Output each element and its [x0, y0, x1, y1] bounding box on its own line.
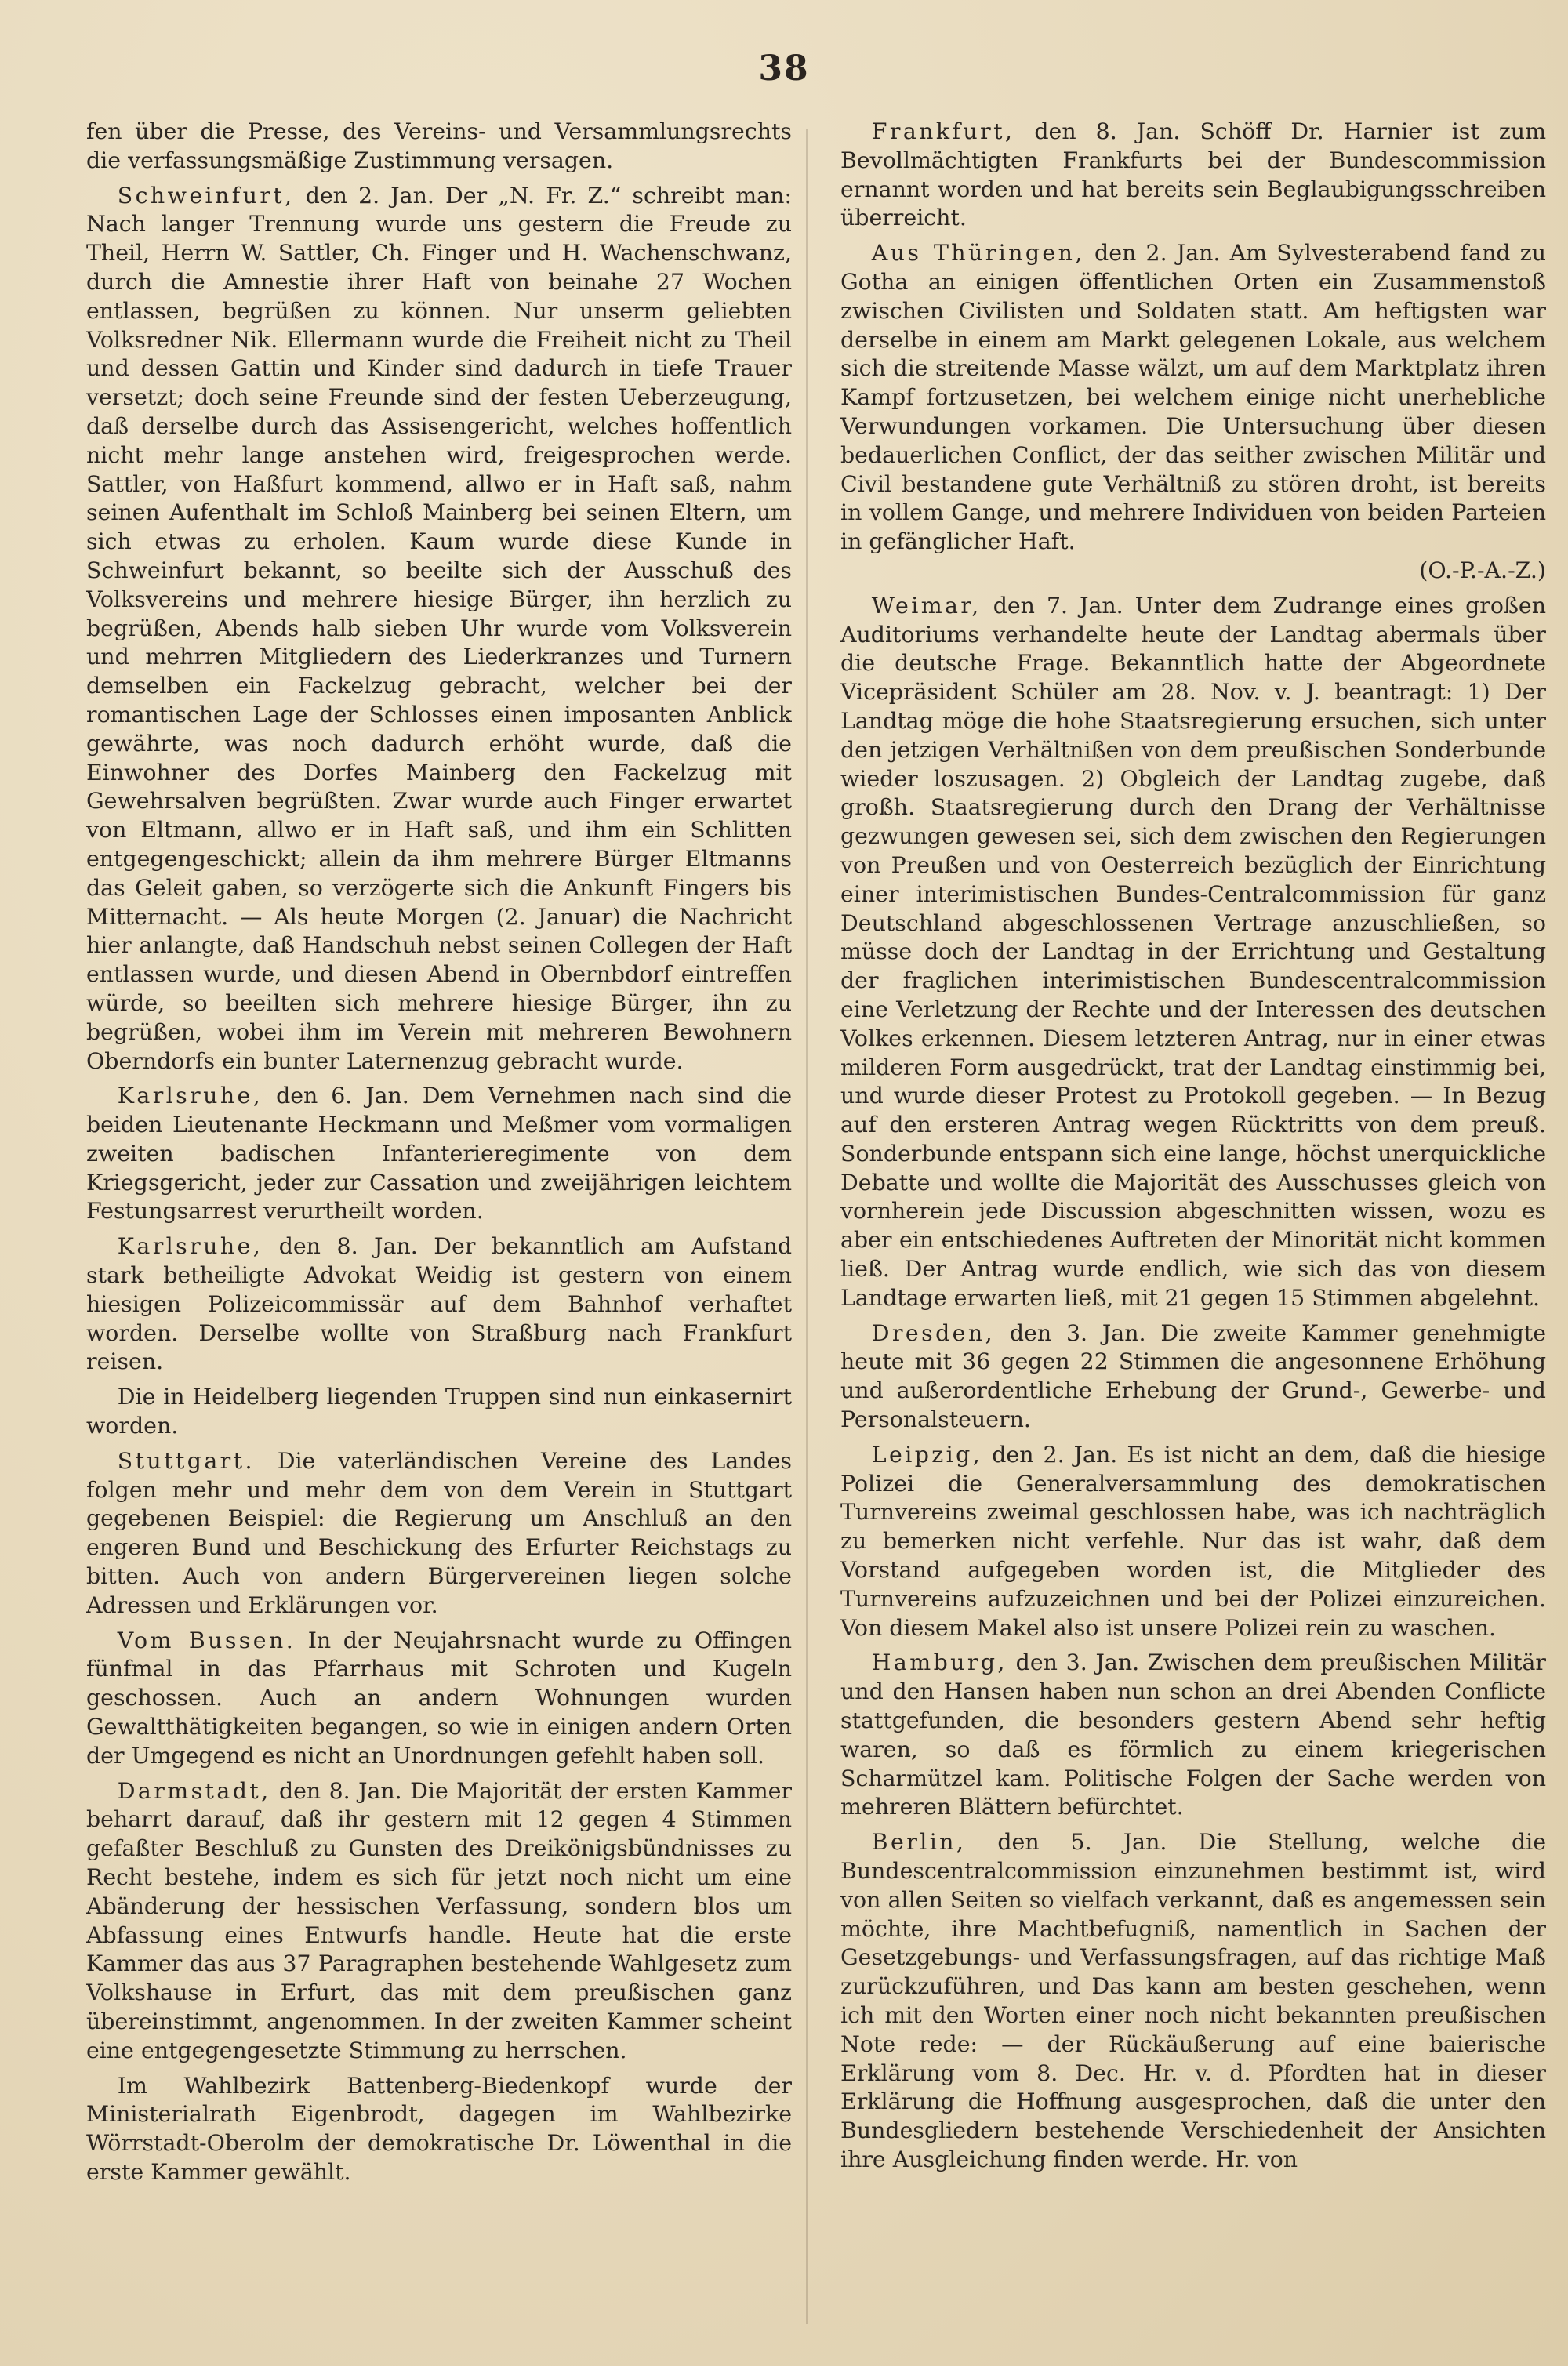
article-7 — [86, 1777, 792, 2066]
article-dateline: Frankfurt, — [871, 118, 1015, 144]
article-text: den 6. Jan. Dem Vernehmen nach sind die beiden Lieutenante Heckmann und Meßmer vom vormaligen zweiten badischen Infanterieregimente von dem Kriegsgericht, jeder zur Cassation und zweijährigen leichtem Festungsarrest verurtheilt worden. — [86, 1083, 792, 1225]
left-column — [86, 118, 792, 2344]
article-2 — [86, 1082, 792, 1226]
article-9 — [840, 118, 1546, 233]
article-text: den 3. Jan. Die zweite Kammer genehmigte heute mit 36 gegen 22 Stimmen die angesonnene Erhöhung und außerordentliche Erhebung der Grund-, Gewerbe- und Personalsteuern. — [840, 1319, 1546, 1433]
source-signature: (O.-P.-A.-Z.) — [1419, 557, 1546, 583]
article-10 — [840, 239, 1546, 586]
article-12 — [840, 1319, 1546, 1435]
article-dateline: Leipzig, — [871, 1441, 983, 1468]
article-dateline: Schweinfurt, — [117, 182, 295, 209]
article-text: den 7. Jan. Unter dem Zudrange eines großen Auditoriums verhandelte heute der Landtag abermals über die deutsche Frage. Bekanntlich hatte der Abgeordnete Vicepräsident Schüler am 28. Nov. v. J. beantragt: 1) Der Landtag möge die hohe Staatsregierung ersuchen, sich unter den jetzigen Verhältnißen von dem preußischen Sonderbunde wieder loszusagen. 2) Obgleich der Landtag zugebe, daß großh. Staatsregierung durch den Drang der Verhältnisse gezwungen gewesen sei, sich dem zwischen den Regierungen von Preußen und von Oesterreich bezüglich der Einrichtung einer interimistischen Bundes-Centralcommission für ganz Deutschland abgeschlossenen Vertrage anzuschließen, so müsse doch der Landtag in der Errichtung und Gestaltung der fraglichen interimistischen Bundescentralcommission eine Verletzung der Rechte und der Interessen des deutschen Volkes erkennen. Diesem letzteren Antrag, nur in einer etwas milderen Form ausgedrückt, trat der Landtag einstimmig bei, und wurde dieser Protest zu Protokoll gegeben. — In Bezug auf den ersteren Antrag wegen Rücktritts von dem preuß. Sonderbunde entspann sich eine lange, höchst unerquickliche Debatte und wollte die Majorität des Ausschusses gleich von vornherein jede Discussion abgeschnitten wissen, wozu es aber ein entschiedenes Auftreten der Minorität nicht kommen ließ. Der Antrag wurde endlich, wie sich das von diesem Landtage erwarten ließ, mit 21 gegen 15 Stimmen abgelehnt. — [840, 592, 1546, 1311]
article-dateline: Berlin, — [871, 1829, 967, 1856]
article-text: den 8. Jan. Schöff Dr. Harnier ist zum Bevollmächtigten Frankfurts bei der Bundescommission ernannt worden und hat bereits sein Beglaubigungsschreiben überreicht. — [840, 118, 1546, 231]
article-text: den 2. Jan. Es ist nicht an dem, daß die hiesige Polizei die Generalversammlung des demokratischen Turnvereins zweimal geschlossen habe, was ich nachträglich zu bemerken nicht verfehle. Nur das ist wahr, daß dem Vorstand aufgegeben worden ist, die Mitglieder des Turnvereins aufzuzeichnen und bei der Polizei einzureichen. Von diesem Makel also ist unsere Polizei rein zu waschen. — [840, 1441, 1546, 1641]
article-8 — [86, 2072, 792, 2187]
article-6 — [86, 1627, 792, 1771]
article-3 — [86, 1232, 792, 1377]
article-text: den 2. Jan. Am Sylvesterabend fand zu Gotha an einigen öffentlichen Orten ein Zusammenstoß zwischen Civilisten und Soldaten statt. Am heftigsten war derselbe in einem am Markt gelegenen Lokale, aus welchem sich die streitende Masse wälzt, um auf dem Marktplatz ihren Kampf fortzusetzen, bei welchem einige nicht unerhebliche Verwundungen vorkamen. Die Untersuchung über diesen bedauerlichen Conflict, der das seither zwischen Militär und Civil bestandene gute Verhältniß zu stören droht, ist bereits in vollem Gange, und mehrere Individuen von beiden Parteien in gefänglicher Haft. — [840, 240, 1546, 555]
column-divider — [806, 129, 808, 2324]
article-dateline: Darmstadt, — [117, 1777, 271, 1804]
article-text: Die in Heidelberg liegenden Truppen sind nun einkasernirt worden. — [86, 1384, 792, 1439]
article-14 — [840, 1649, 1546, 1822]
article-13 — [840, 1441, 1546, 1643]
right-column — [840, 118, 1546, 2344]
article-5 — [86, 1447, 792, 1620]
article-0 — [86, 118, 792, 176]
article-text: Im Wahlbezirk Battenberg-Biedenkopf wurde der Ministerialrath Eigenbrodt, dagegen im Wahlbezirke Wörrstadt-Oberolm der demokratische Dr. Löwenthal in die erste Kammer gewählt. — [86, 2072, 792, 2185]
article-text: den 5. Jan. Die Stellung, welche die Bundescentralcommission einzunehmen bestimmt ist, wird von allen Seiten so vielfach verkannt, daß es angemessen sein möchte, ihre Machtbefugniß, namentlich in Sachen der Gesetzgebungs- und Verfassungsfragen, auf das richtige Maß zurückzuführen, und Das kann am besten geschehen, wenn ich mit den Worten einer noch nicht bekannten preußischen Note rede: — der Rückäußerung auf eine baierische Erklärung vom 8. Dec. Hr. v. d. Pfordten hat in dieser Erklärung die Hoffnung ausgesprochen, daß die unter den Bundesgliedern bestehende Verschiedenheit der Ansichten ihre Ausgleichung finden werde. Hr. von — [840, 1829, 1546, 2172]
article-dateline: Hamburg, — [871, 1649, 1007, 1676]
article-11 — [840, 592, 1546, 1313]
article-dateline: Aus Thüringen, — [871, 240, 1085, 267]
article-dateline: Karlsruhe, — [117, 1083, 263, 1109]
article-dateline: Dresden, — [871, 1319, 996, 1346]
page-number: 38 — [758, 49, 810, 89]
article-text: In der Neujahrsnacht wurde zu Offingen fünfmal in das Pfarrhaus mit Schroten und Kugeln geschossen. Auch an andern Wohnungen wurden Gewaltthätigkeiten begangen, so wie in einigen andern Orten der Umgegend es nicht an Unordnungen gefehlt haben soll. — [86, 1627, 792, 1769]
article-text: den 3. Jan. Zwischen dem preußischen Militär und den Hansen haben nun schon an drei Abenden Conflicte stattgefunden, die besonders gestern Abend sehr heftig waren, so daß es förmlich zu einem kriegerischen Scharmützel kam. Politische Folgen der Sache werden von mehreren Blättern befürchtet. — [840, 1649, 1546, 1820]
article-dateline: Karlsruhe, — [117, 1233, 263, 1260]
article-dateline: Stuttgart. — [117, 1447, 255, 1474]
article-text: Die vaterländischen Vereine des Landes folgen mehr und mehr dem von dem Verein in Stuttgart gegebenen Beispiel: die Regierung um Anschluß an den engeren Bund und Beschickung des Erfurter Reichstags zu bitten. Auch von andern Bürgervereinen liegen solche Adressen und Erklärungen vor. — [86, 1447, 792, 1618]
article-text: fen über die Presse, des Vereins- und Versammlungsrechts die verfassungsmäßige Zustimmung versagen. — [86, 118, 792, 173]
article-15 — [840, 1828, 1546, 2175]
article-4 — [86, 1383, 792, 1441]
article-text: den 8. Jan. Die Majorität der ersten Kammer beharrt darauf, daß ihr gestern mit 12 gegen 4 Stimmen gefaßter Beschluß zu Gunsten des Dreikönigsbündnisses zu Recht bestehe, indem es sich für jetzt noch nicht um eine Abänderung der hessischen Verfassung, sondern blos um Abfassung eines Entwurfs handle. Heute hat die erste Kammer das aus 37 Paragraphen bestehende Wahlgesetz zum Volkshause in Erfurt, das mit dem preußischen ganz übereinstimmt, angenommen. In der zweiten Kammer scheint eine entgegengesetzte Stimmung zu herrschen. — [86, 1777, 792, 2063]
article-1 — [86, 182, 792, 1076]
article-dateline: Weimar, — [871, 592, 982, 619]
article-text: den 2. Jan. Der „N. Fr. Z.“ schreibt man: Nach langer Trennung wurde uns gestern die Freude zu Theil, Herrn W. Sattler, Ch. Finger und H. Wachenschwanz, durch die Amnestie ihrer Haft von beinahe 27 Wochen entlassen, begrüßen zu können. Nur unserm geliebten Volksredner Nik. Ellermann wurde die Freiheit nicht zu Theil und dessen Gattin und Kinder sind dadurch in tiefe Trauer versetzt; doch seine Freunde sind der festen Ueberzeugung, daß derselbe durch das Assisengericht, welches hoffentlich nicht mehr lange anstehen wird, freigesprochen werde. Sattler, von Haßfurt kommend, allwo er in Haft saß, nahm seinen Aufenthalt im Schloß Mainberg bei seinen Eltern, um sich etwas zu erholen. Kaum wurde diese Kunde in Schweinfurt bekannt, so beeilte sich der Ausschuß des Volksvereins und mehrere hiesige Bürger, ihn herzlich zu begrüßen, Abends halb sieben Uhr wurde vom Volksverein und mehrren Mitgliedern des Liederkranzes und Turnern demselben ein Fackelzug gebracht, welcher bei der romantischen Lage der Schlosses einen imposanten Anblick gewährte, was noch dadurch erhöht wurde, daß die Einwohner des Dorfes Mainberg den Fackelzug mit Gewehrsalven begrüßten. Zwar wurde auch Finger erwartet von Eltmann, allwo er in Haft saß, und ihm ein Schlitten entgegengeschickt; allein da ihm mehrere Bürger Eltmanns das Geleit gaben, so verzögerte sich die Ankunft Fingers bis Mitternacht. — Als heute Morgen (2. Januar) die Nachricht hier anlangte, daß Handschuh nebst seinen Collegen der Haft entlassen wurde, und diesen Abend in Obernbdorf eintreffen würde, so beeilten sich mehrere hiesige Bürger, ihn zu begrüßen, wobei ihm im Verein mit mehreren Bewohnern Oberndorfs ein bunter Laternenzug gebracht wurde. — [86, 182, 792, 1074]
article-dateline: Vom Bussen. — [117, 1627, 296, 1653]
article-text: den 8. Jan. Der bekanntlich am Aufstand stark betheiligte Advokat Weidig ist gestern von einem hiesigen Polizeicommissär auf dem Bahnhof verhaftet worden. Derselbe wollte von Straßburg nach Frankfurt reisen. — [86, 1233, 792, 1375]
